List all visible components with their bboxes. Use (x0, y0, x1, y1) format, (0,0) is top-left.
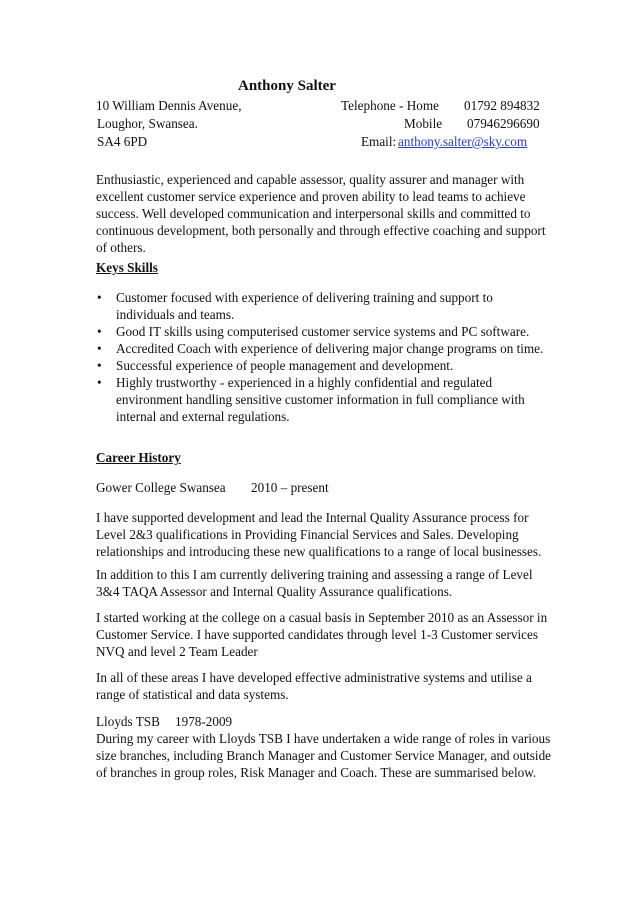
paragraph-line: NVQ and level 2 Team Leader (96, 644, 258, 659)
skill-item (96, 289, 556, 323)
paragraph-line: In all of these areas I have developed effective administrative systems and utilise a (96, 670, 532, 685)
email-link[interactable]: anthony.salter@sky.com (398, 134, 528, 149)
home-phone: 01792 894832 (464, 98, 540, 113)
profile-line: of others. (96, 240, 146, 255)
paragraph-line: Level 2&3 qualifications in Providing Financial Services and Sales. Developing (96, 527, 519, 542)
skill-text: Good IT skills using computerised customer service systems and PC software. (116, 324, 530, 339)
profile-paragraph (96, 171, 546, 256)
paragraph-line: 3&4 TAQA Assessor and Internal Quality Assurance qualifications. (96, 584, 453, 599)
mobile-phone: 07946296690 (467, 116, 540, 131)
bullet-icon: • (97, 341, 102, 356)
job1-paragraph (96, 566, 546, 600)
address-line-2: Loughor, Swansea. (97, 116, 198, 131)
bullet-icon: • (97, 324, 102, 339)
skill-text: Accredited Coach with experience of delivering major change programs on time. (116, 341, 544, 356)
job2-employer: Lloyds TSB (96, 714, 160, 729)
skill-text: environment handling sensitive customer information in full compliance with (116, 392, 525, 407)
paragraph-line: relationships and introducing these new qualifications to a range of local businesses. (96, 544, 542, 559)
paragraph-line: range of statistical and data systems. (96, 687, 289, 702)
candidate-name: Anthony Salter (238, 78, 336, 94)
job1-employer: Gower College Swansea (96, 480, 226, 495)
skills-heading: Keys Skills (96, 260, 158, 275)
job1-paragraph (96, 669, 546, 703)
skills-list (96, 289, 556, 425)
skill-item (96, 323, 556, 340)
profile-line: success. Well developed communication and interpersonal skills and committed to (96, 206, 531, 221)
mobile-label: Mobile (404, 116, 443, 131)
bullet-icon: • (97, 375, 102, 390)
job1-dates: 2010 – present (251, 480, 329, 495)
job2-paragraph (96, 730, 552, 781)
telephone-label: Telephone - Home (341, 98, 439, 113)
skill-item (96, 340, 556, 357)
job1-paragraph (96, 509, 546, 560)
skill-item (96, 357, 556, 374)
skill-text: Customer focused with experience of delivering training and support to (116, 290, 493, 305)
skill-text: Successful experience of people management and development. (116, 358, 454, 373)
skill-text: internal and external regulations. (116, 409, 290, 424)
skill-text: Highly trustworthy - experienced in a highly confidential and regulated (116, 375, 493, 390)
paragraph-line: I have supported development and lead the Internal Quality Assurance process for (96, 510, 529, 525)
paragraph-line: of branches in group roles, Risk Manager and Coach. These are summarised below. (96, 765, 537, 780)
bullet-icon: • (97, 358, 102, 373)
address-line-3: SA4 6PD (97, 134, 148, 149)
job2-dates: 1978-2009 (175, 714, 233, 729)
career-heading: Career History (96, 450, 181, 465)
skill-item (96, 374, 556, 425)
paragraph-line: Customer Service. I have supported candidates through level 1-3 Customer services (96, 627, 539, 642)
bullet-icon: • (97, 290, 102, 305)
paragraph-line: In addition to this I am currently delivering training and assessing a range of Level (96, 567, 533, 582)
paragraph-line: During my career with Lloyds TSB I have undertaken a wide range of roles in various (96, 731, 551, 746)
profile-line: Enthusiastic, experienced and capable assessor, quality assurer and manager with (96, 172, 525, 187)
job1-paragraph (96, 609, 546, 660)
paragraph-line: size branches, including Branch Manager and Customer Service Manager, and outside (96, 748, 552, 763)
profile-line: continuous development, both personally and through effective coaching and support (96, 223, 546, 238)
paragraph-line: I started working at the college on a casual basis in September 2010 as an Assessor in (96, 610, 548, 625)
email-label: Email: (361, 134, 397, 149)
skill-text: individuals and teams. (116, 307, 235, 322)
profile-line: excellent customer service experience and proven ability to lead teams to achieve (96, 189, 526, 204)
address-line-1: 10 William Dennis Avenue, (96, 98, 242, 113)
